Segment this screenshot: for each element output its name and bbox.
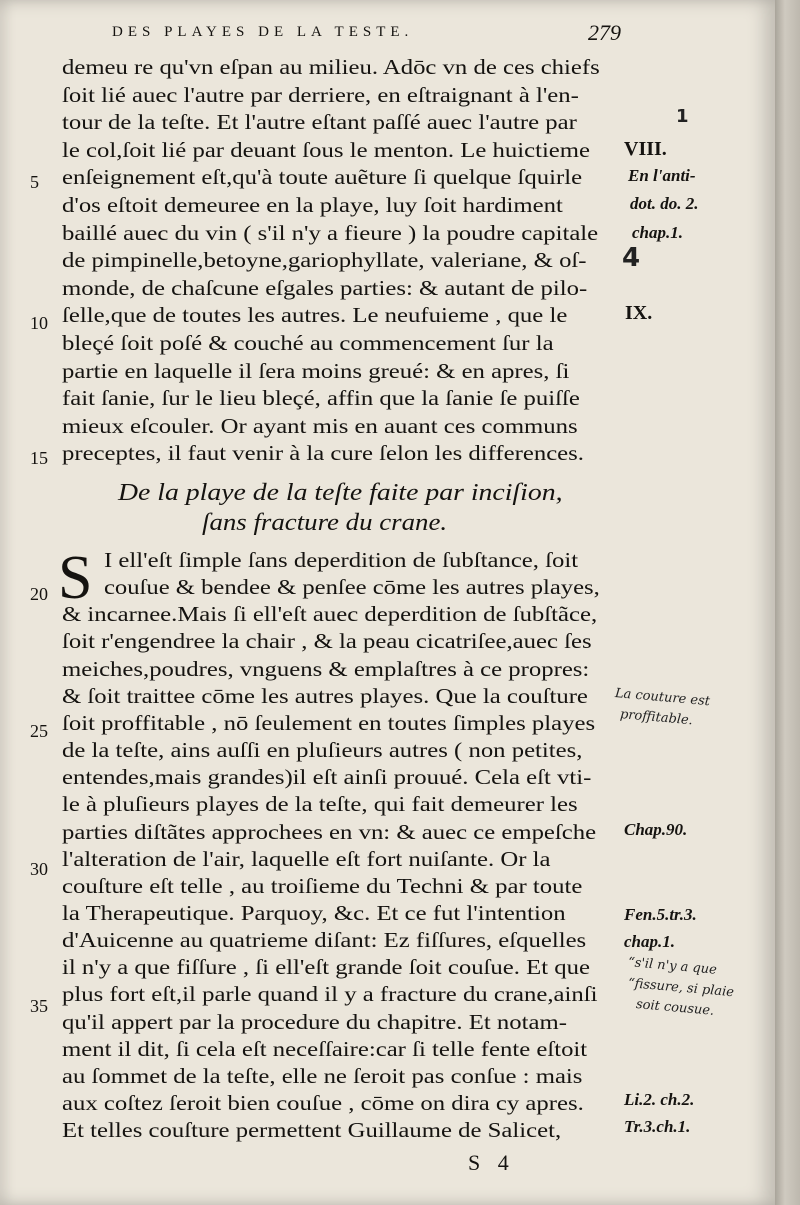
margin-note-chap90: Chap.90. xyxy=(624,820,688,839)
body-line: ſoit lié auec l'autre par derriere, en eſtraignant à l'en- xyxy=(62,82,579,107)
page-edge xyxy=(775,0,800,1205)
handwritten-mark-top: 1 xyxy=(676,106,689,127)
section-line: ment il dit, ſi cela eſt neceſſaire:car ſi telle fente eſtoit xyxy=(62,1036,588,1061)
body-line: baillé auec du vin ( s'il n'y a fieure ) la poudre capitale xyxy=(62,220,599,245)
section-heading-line1: De la playe de la teſte faite par inciſion, xyxy=(118,480,563,506)
body-line: le col,ſoit lié par deuant ſous le menton. Le huictieme xyxy=(62,137,590,162)
section-line: I ell'eſt ſimple ſans deperdition de ſubſtance, ſoit xyxy=(104,548,579,572)
section-line: plus fort eſt,il parle quand il y a fracture du crane,ainſi xyxy=(62,982,598,1007)
line-number-35: 35 xyxy=(30,996,48,1016)
margin-note-fen-1: Fen.5.tr.3. xyxy=(624,905,697,924)
section-line: au ſommet de la teſte, elle ne ſeroit pas conſue : mais xyxy=(62,1063,583,1088)
margin-note-li-2: Tr.3.ch.1. xyxy=(624,1117,691,1136)
section-line: l'alteration de l'air, laquelle eſt fort nuiſante. Or la xyxy=(62,846,551,871)
section-line: couſture eſt telle , au troiſieme du Techni & par toute xyxy=(62,873,583,898)
handwritten-note-couture-2: proffitable. xyxy=(619,707,694,729)
section-line: entendes,mais grandes)il eſt ainſi prouué. Cela eſt vti- xyxy=(62,765,592,790)
body-line: tour de la teſte. Et l'autre eſtant paſſé auec l'autre par xyxy=(62,110,577,135)
line-number-5: 5 xyxy=(30,172,39,192)
body-line: demeu re qu'vn eſpan au milieu. Adōc vn de ces chiefs xyxy=(62,55,600,79)
section-line: il n'y a que fiſſure , ſi ell'eſt grande ſoit couſue. Et que xyxy=(62,955,590,980)
margin-note-antidot-3: chap.1. xyxy=(632,223,683,242)
body-line: bleçé ſoit poſé & couché au commencement ſur la xyxy=(62,331,554,355)
body-line: d'os eſtoit demeuree en la playe, luy ſoit hardiment xyxy=(62,193,563,217)
margin-note-antidot-2: dot. do. 2. xyxy=(630,194,699,213)
section-line: parties diſtãtes approchees en vn: & auec ce empeſche xyxy=(62,819,597,844)
margin-note-antidot-1: En l'anti- xyxy=(628,166,696,185)
line-number-25: 25 xyxy=(30,721,48,741)
section-line: d'Auicenne au quatrieme diſant: Ez fiſſures, eſquelles xyxy=(62,928,587,953)
body-line: fait ſanie, ſur le lieu bleçé, affin que la ſanie ſe puiſſe xyxy=(62,386,580,411)
line-number-20: 20 xyxy=(30,584,48,604)
section-line: & ſoit traittee cōme les autres playes. Que la couſture xyxy=(62,683,588,708)
section-line: couſue & bendee & penſee cōme les autres playes, xyxy=(104,575,600,600)
margin-note-li-1: Li.2. ch.2. xyxy=(624,1090,695,1109)
handwritten-mark-four: 4 xyxy=(622,243,641,273)
section-line: & incarnee.Mais ſi ell'eſt auec deperdition de ſubſtãce, xyxy=(62,602,598,627)
page-number: 279 xyxy=(588,20,621,45)
drop-capital: S xyxy=(58,544,93,612)
body-line: preceptes, il faut venir à la cure ſelon les differences. xyxy=(62,441,584,466)
body-line: ſelle,que de toutes les autres. Le neufuieme , que le xyxy=(62,303,568,328)
section-line: Et telles couſture permettent Guillaume de Salicet, xyxy=(62,1118,562,1143)
body-line: partie en laquelle il ſera moins greué: & en apres, ſi xyxy=(62,358,570,383)
section-line: ſoit proffitable , nō ſeulement en toutes ſimples playes xyxy=(62,710,596,735)
margin-note-viii: VIII. xyxy=(624,138,667,160)
handwritten-note-quote-3: soit cousue. xyxy=(635,997,715,1019)
line-number-15: 15 xyxy=(30,448,48,468)
section-heading-line2: ſans fracture du crane. xyxy=(202,510,448,536)
body-line: de pimpinelle,betoyne,gariophyllate, valeriane, & oſ- xyxy=(62,248,587,273)
section-line: meiches,poudres, vnguens & emplaſtres à ce propres: xyxy=(62,656,590,681)
section-line: aux coſtez ſeroit bien couſue , cōme on dira cy apres. xyxy=(62,1091,584,1115)
section-line: de la teſte, ains auſſi en pluſieurs autres ( non petites, xyxy=(62,738,583,763)
running-head: DES PLAYES DE LA TESTE. xyxy=(112,24,414,40)
handwritten-note-quote-1: “s'il n'y a que xyxy=(627,955,718,978)
section-line: ſoit r'engendree la chair , & la peau cicatriſee,auec ſes xyxy=(62,629,592,654)
margin-note-fen-2: chap.1. xyxy=(624,932,675,951)
section-line: le à pluſieurs playes de la teſte, qui fait demeurer les xyxy=(62,792,578,817)
line-number-10: 10 xyxy=(30,313,48,333)
body-line: enſeignement eſt,qu'à toute auẽture ſi quelque ſquirle xyxy=(62,165,583,190)
margin-note-ix: IX. xyxy=(625,302,653,324)
body-line: monde, de chaſcune eſgales parties: & autant de pilo- xyxy=(62,275,588,300)
handwritten-note-couture-1: La couture est xyxy=(614,686,711,710)
signature-mark: S 4 xyxy=(468,1150,515,1175)
handwritten-note-quote-2: “fissure, si plaie xyxy=(627,976,735,1001)
section-line: la Therapeutique. Parquoy, &c. Et ce fut l'intention xyxy=(62,900,566,925)
section-line: qu'il appert par la procedure du chapitre. Et notam- xyxy=(62,1009,567,1034)
body-line: mieux eſcouler. Or ayant mis en auant ces communs xyxy=(62,413,578,438)
line-number-30: 30 xyxy=(30,859,48,879)
